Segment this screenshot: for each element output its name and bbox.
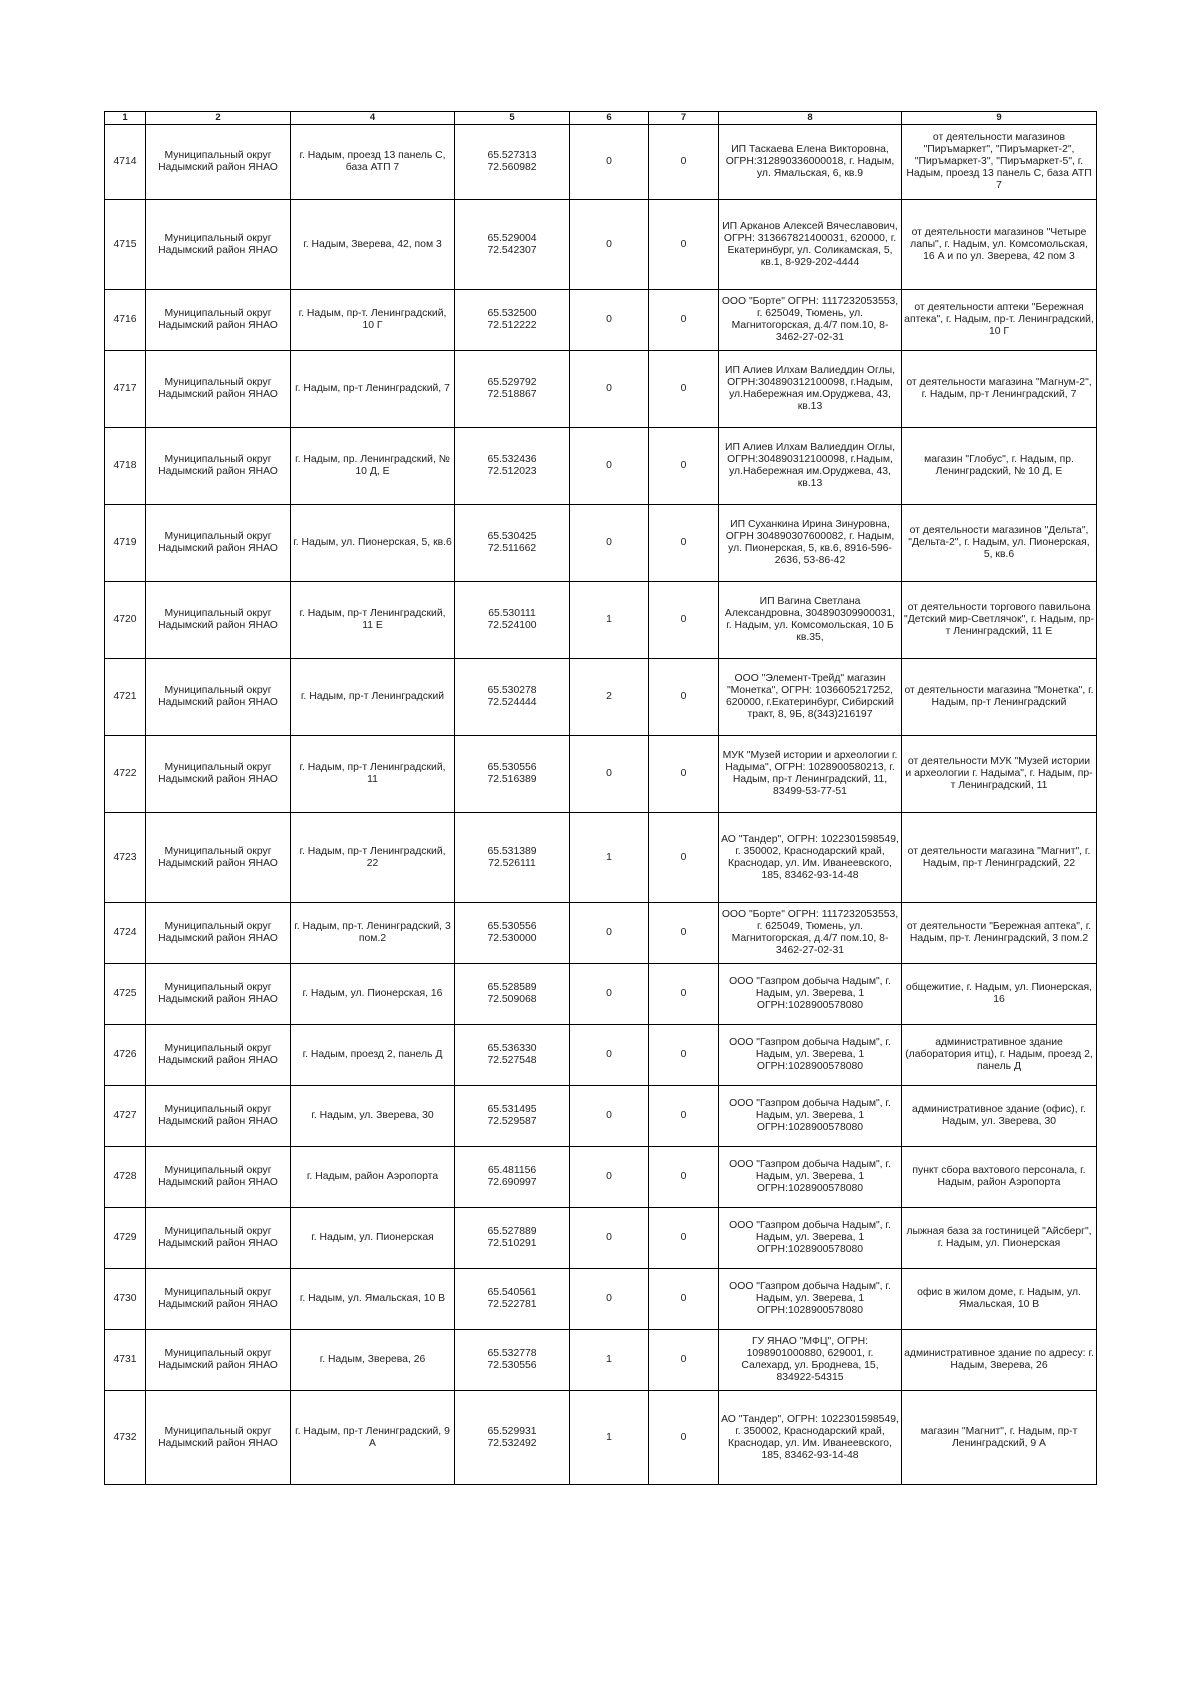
cell-region: Муниципальный округ Надымский район ЯНАО [146,428,291,505]
latitude-value: 65.530556 [487,921,537,932]
cell-col-7: 0 [649,659,719,736]
longitude-value: 72.527548 [487,1055,537,1066]
cell-id: 4729 [105,1208,146,1269]
cell-col-6: 0 [570,505,649,582]
table-row [105,1025,1097,1086]
latitude-value: 65.530111 [488,608,536,619]
cell-owner: ООО "Газпром добыча Надым", г. Надым, ул. Зверева, 1 ОГРН:1028900578080 [719,964,902,1025]
cell-col-6: 0 [570,1086,649,1147]
latitude-value: 65.529004 [487,232,537,244]
table-row [105,1391,1097,1485]
table-row [105,1208,1097,1269]
cell-id: 4715 [105,200,146,290]
table-row [105,1330,1097,1391]
cell-owner: ИП Вагина Светлана Александровна, 304890309900031, г. Надым, ул. Комсомольская, 10 Б кв.35, [719,582,902,659]
table-body [105,125,1097,1485]
cell-address: г. Надым, проезд 13 панель С, база АТП 7 [291,125,455,200]
longitude-value: 72.524100 [487,620,537,631]
column-header-5: 5 [455,112,570,125]
cell-col-6: 0 [570,964,649,1025]
longitude-value: 72.690997 [487,1177,537,1188]
longitude-value: 72.511662 [487,543,537,554]
latitude-value: 65.529792 [487,377,537,388]
table-row [105,1086,1097,1147]
longitude-value: 72.542307 [487,244,537,256]
latitude-value: 65.531389 [487,845,537,857]
longitude-value: 72.526111 [488,857,536,869]
latitude-value: 65.532436 [487,454,537,465]
cell-region: Муниципальный округ Надымский район ЯНАО [146,1391,291,1485]
cell-coordinates [455,582,570,659]
cell-source: магазин "Магнит", г. Надым, пр-т Ленинградский, 9 А [902,1391,1097,1485]
cell-col-7: 0 [649,813,719,903]
longitude-value: 72.509068 [487,994,537,1005]
latitude-value: 65.532778 [487,1348,537,1359]
cell-region: Муниципальный округ Надымский район ЯНАО [146,1269,291,1330]
latitude-value: 65.529931 [487,1425,537,1437]
cell-address: г. Надым, проезд 2, панель Д [291,1025,455,1086]
latitude-value: 65.530278 [487,685,537,696]
latitude-value: 65.527313 [487,150,537,161]
longitude-value: 72.532492 [487,1437,537,1449]
table-row [105,125,1097,200]
cell-coordinates [455,903,570,964]
table-row [105,582,1097,659]
cell-id: 4728 [105,1147,146,1208]
cell-coordinates [455,505,570,582]
cell-id: 4721 [105,659,146,736]
cell-region: Муниципальный округ Надымский район ЯНАО [146,290,291,351]
cell-address: г. Надым, пр-т Ленинградский, 11 [291,736,455,813]
cell-source: от деятельности магазина "Монетка", г. Надым, пр-т Ленинградский [902,659,1097,736]
cell-col-7: 0 [649,1208,719,1269]
cell-id: 4719 [105,505,146,582]
cell-address: г. Надым, пр-т Ленинградский, 22 [291,813,455,903]
cell-source: магазин "Глобус", г. Надым, пр. Ленинградский, № 10 Д, Е [902,428,1097,505]
cell-address: г. Надым, пр-т Ленинградский, 9 А [291,1391,455,1485]
table-row [105,1147,1097,1208]
table-row [105,813,1097,903]
cell-col-6: 1 [570,813,649,903]
cell-region: Муниципальный округ Надымский район ЯНАО [146,200,291,290]
cell-owner: ИП Арканов Алексей Вячеславович, ОГРН: 313667821400031, 620000, г. Екатеринбург, ул. Соликамская, 5, кв.1, 8-929-202-4444 [719,200,902,290]
longitude-value: 72.522781 [487,1299,537,1310]
cell-col-6: 0 [570,125,649,200]
cell-source: от деятельности аптеки "Бережная аптека", г. Надым, пр-т. Ленинградский, 10 Г [902,290,1097,351]
column-header-1: 1 [105,112,146,125]
cell-col-7: 0 [649,428,719,505]
cell-address: г. Надым, Зверева, 26 [291,1330,455,1391]
cell-id: 4723 [105,813,146,903]
longitude-value: 72.560982 [487,162,537,173]
cell-col-6: 0 [570,428,649,505]
cell-source: административное здание (офис), г. Надым, ул. Зверева, 30 [902,1086,1097,1147]
cell-address: г. Надым, Зверева, 42, пом 3 [291,200,455,290]
cell-region: Муниципальный округ Надымский район ЯНАО [146,351,291,428]
column-header-9: 9 [902,112,1097,125]
cell-coordinates [455,1147,570,1208]
cell-owner: МУК "Музей истории и археологии г. Надыма", ОГРН: 1028900580213, г. Надым, пр-т Ленинградский, 11, 83499-53-77-51 [719,736,902,813]
cell-id: 4731 [105,1330,146,1391]
cell-region: Муниципальный округ Надымский район ЯНАО [146,736,291,813]
cell-address: г. Надым, пр-т Ленинградский [291,659,455,736]
cell-address: г. Надым, ул. Пионерская [291,1208,455,1269]
cell-col-6: 0 [570,290,649,351]
cell-col-6: 0 [570,736,649,813]
cell-source: от деятельности магазина "Магнум-2", г. Надым, пр-т Ленинградский, 7 [902,351,1097,428]
longitude-value: 72.512222 [487,320,537,331]
cell-id: 4720 [105,582,146,659]
cell-coordinates [455,964,570,1025]
table-row [105,200,1097,290]
cell-coordinates [455,1208,570,1269]
cell-region: Муниципальный округ Надымский район ЯНАО [146,1208,291,1269]
latitude-value: 65.530425 [487,531,537,542]
cell-id: 4714 [105,125,146,200]
latitude-value: 65.527889 [487,1226,537,1237]
cell-col-6: 0 [570,351,649,428]
cell-source: общежитие, г. Надым, ул. Пионерская, 16 [902,964,1097,1025]
latitude-value: 65.530556 [487,762,537,773]
cell-coordinates [455,200,570,290]
cell-col-7: 0 [649,125,719,200]
cell-id: 4724 [105,903,146,964]
cell-coordinates [455,1025,570,1086]
cell-id: 4732 [105,1391,146,1485]
cell-region: Муниципальный округ Надымский район ЯНАО [146,1147,291,1208]
latitude-value: 65.481156 [487,1165,537,1176]
cell-source: от деятельности магазинов "Четыре лапы", г. Надым, ул. Комсомольская, 16 А и по ул. Зверева, 42 пом 3 [902,200,1097,290]
longitude-value: 72.516389 [487,774,537,785]
cell-col-7: 0 [649,736,719,813]
cell-address: г. Надым, пр. Ленинградский, № 10 Д, Е [291,428,455,505]
cell-region: Муниципальный округ Надымский район ЯНАО [146,1330,291,1391]
cell-coordinates [455,351,570,428]
longitude-value: 72.518867 [487,389,537,400]
cell-col-7: 0 [649,582,719,659]
cell-coordinates [455,659,570,736]
cell-owner: ИП Алиев Илхам Валиеддин Оглы, ОГРН:304890312100098, г.Надым, ул.Набережная им.Оруджева, 43, кв.13 [719,351,902,428]
cell-id: 4722 [105,736,146,813]
cell-address: г. Надым, пр-т. Ленинградский, 10 Г [291,290,455,351]
cell-col-6: 1 [570,1391,649,1485]
cell-id: 4718 [105,428,146,505]
cell-coordinates [455,1086,570,1147]
cell-source: от деятельности магазинов "Дельта", "Дельта-2", г. Надым, ул. Пионерская, 5, кв.6 [902,505,1097,582]
cell-coordinates [455,1330,570,1391]
cell-source: лыжная база за гостиницей "Айсберг", г. Надым, ул. Пионерская [902,1208,1097,1269]
cell-id: 4727 [105,1086,146,1147]
cell-col-6: 1 [570,1330,649,1391]
cell-col-6: 1 [570,582,649,659]
cell-col-7: 0 [649,290,719,351]
cell-region: Муниципальный округ Надымский район ЯНАО [146,125,291,200]
cell-owner: ООО "Газпром добыча Надым", г. Надым, ул. Зверева, 1 ОГРН:1028900578080 [719,1147,902,1208]
longitude-value: 72.530556 [487,1360,537,1371]
latitude-value: 65.531495 [487,1104,537,1115]
cell-col-7: 0 [649,1086,719,1147]
cell-source: от деятельности МУК "Музей истории и археологии г. Надыма", г. Надым, пр-т Ленинградский, 11 [902,736,1097,813]
cell-coordinates [455,736,570,813]
cell-owner: ИП Таскаева Елена Викторовна, ОГРН:312890336000018, г. Надым, ул. Ямальская, 6, кв.9 [719,125,902,200]
cell-address: г. Надым, ул. Пионерская, 16 [291,964,455,1025]
cell-source: офис в жилом доме, г. Надым, ул. Ямальская, 10 В [902,1269,1097,1330]
column-header-2: 2 [146,112,291,125]
longitude-value: 72.530000 [487,933,537,944]
cell-col-7: 0 [649,1391,719,1485]
latitude-value: 65.536330 [487,1043,537,1054]
cell-address: г. Надым, пр-т Ленинградский, 7 [291,351,455,428]
cell-region: Муниципальный округ Надымский район ЯНАО [146,1025,291,1086]
column-header-6: 6 [570,112,649,125]
table-row [105,736,1097,813]
cell-col-7: 0 [649,964,719,1025]
latitude-value: 65.528589 [487,982,537,993]
cell-col-7: 0 [649,351,719,428]
cell-id: 4716 [105,290,146,351]
cell-source: от деятельности "Бережная аптека", г. Надым, пр-т. Ленинградский, 3 пом.2 [902,903,1097,964]
cell-address: г. Надым, ул. Пионерская, 5, кв.6 [291,505,455,582]
cell-owner: ООО "Газпром добыча Надым", г. Надым, ул. Зверева, 1 ОГРН:1028900578080 [719,1025,902,1086]
longitude-value: 72.524444 [487,697,537,708]
cell-source: административное здание по адресу: г. Надым, Зверева, 26 [902,1330,1097,1391]
longitude-value: 72.529587 [487,1116,537,1127]
table-row [105,505,1097,582]
table-row [105,351,1097,428]
cell-col-6: 0 [570,1025,649,1086]
cell-id: 4717 [105,351,146,428]
longitude-value: 72.510291 [487,1238,537,1249]
cell-col-7: 0 [649,1330,719,1391]
cell-region: Муниципальный округ Надымский район ЯНАО [146,964,291,1025]
latitude-value: 65.540561 [487,1287,537,1298]
cell-source: от деятельности торгового павильона "Детский мир-Светлячок", г. Надым, пр-т Ленинградский, 11 Е [902,582,1097,659]
cell-col-7: 0 [649,1147,719,1208]
cell-col-7: 0 [649,200,719,290]
cell-id: 4725 [105,964,146,1025]
cell-coordinates [455,813,570,903]
cell-coordinates [455,1391,570,1485]
cell-source: пункт сбора вахтового персонала, г. Надым, район Аэропорта [902,1147,1097,1208]
column-header-4: 4 [291,112,455,125]
cell-owner: АО "Тандер", ОГРН: 1022301598549, г. 350002, Краснодарский край, Краснодар, ул. Им. Иванеевского, 185, 83462-93-14-48 [719,1391,902,1485]
table-row [105,659,1097,736]
cell-owner: ООО "Газпром добыча Надым", г. Надым, ул. Зверева, 1 ОГРН:1028900578080 [719,1086,902,1147]
cell-source: от деятельности магазинов "Пиръмаркет", "Пиръмаркет-2", "Пиръмаркет-3", "Пиръмаркет-5", г. Надым, проезд 13 панель С, база АТП 7 [902,125,1097,200]
cell-region: Муниципальный округ Надымский район ЯНАО [146,903,291,964]
cell-coordinates [455,428,570,505]
cell-source: от деятельности магазина "Магнит", г. Надым, пр-т Ленинградский, 22 [902,813,1097,903]
cell-id: 4726 [105,1025,146,1086]
cell-address: г. Надым, пр-т. Ленинградский, 3 пом.2 [291,903,455,964]
cell-region: Муниципальный округ Надымский район ЯНАО [146,659,291,736]
table-header-row [105,112,1097,125]
cell-col-6: 0 [570,1208,649,1269]
table-row [105,964,1097,1025]
cell-owner: ИП Суханкина Ирина Зинуровна, ОГРН 304890307600082, г. Надым, ул. Пионерская, 5, кв.6, 8916-596-2636, 53-86-42 [719,505,902,582]
cell-owner: ООО "Борте" ОГРН: 1117232053553, г. 625049, Тюмень, ул. Магнитогорская, д.4/7 пом.10, 8-3462-27-02-31 [719,903,902,964]
cell-coordinates [455,290,570,351]
cell-region: Муниципальный округ Надымский район ЯНАО [146,1086,291,1147]
column-header-7: 7 [649,112,719,125]
column-header-8: 8 [719,112,902,125]
cell-address: г. Надым, пр-т Ленинградский, 11 Е [291,582,455,659]
table-row [105,290,1097,351]
cell-address: г. Надым, ул. Зверева, 30 [291,1086,455,1147]
cell-owner: АО "Тандер", ОГРН: 1022301598549, г. 350002, Краснодарский край, Краснодар, ул. Им. Иванеевского, 185, 83462-93-14-48 [719,813,902,903]
cell-source: административное здание (лаборатория итц), г. Надым, проезд 2, панель Д [902,1025,1097,1086]
cell-owner: ГУ ЯНАО "МФЦ", ОГРН: 1098901000880, 629001, г. Салехард, ул. Броднева, 15, 834922-54315 [719,1330,902,1391]
longitude-value: 72.512023 [487,466,537,477]
table-row [105,903,1097,964]
table-row [105,1269,1097,1330]
cell-owner: ООО "Борте" ОГРН: 1117232053553, г. 625049, Тюмень, ул. Магнитогорская, д.4/7 пом.10, 8-3462-27-02-31 [719,290,902,351]
cell-col-7: 0 [649,1025,719,1086]
cell-region: Муниципальный округ Надымский район ЯНАО [146,582,291,659]
cell-owner: ООО "Газпром добыча Надым", г. Надым, ул. Зверева, 1 ОГРН:1028900578080 [719,1269,902,1330]
cell-owner: ООО "Элемент-Трейд" магазин "Монетка", ОГРН: 1036605217252, 620000, г.Екатеринбург, Сибирский тракт, 8, 9Б, 8(343)216197 [719,659,902,736]
cell-owner: ИП Алиев Илхам Валиеддин Оглы, ОГРН:304890312100098, г.Надым, ул.Набережная им.Оруджева, 43, кв.13 [719,428,902,505]
cell-col-6: 2 [570,659,649,736]
cell-id: 4730 [105,1269,146,1330]
cell-owner: ООО "Газпром добыча Надым", г. Надым, ул. Зверева, 1 ОГРН:1028900578080 [719,1208,902,1269]
cell-address: г. Надым, ул. Ямальская, 10 В [291,1269,455,1330]
cell-col-6: 0 [570,200,649,290]
cell-col-6: 0 [570,903,649,964]
cell-col-7: 0 [649,1269,719,1330]
cell-col-7: 0 [649,903,719,964]
cell-coordinates [455,1269,570,1330]
latitude-value: 65.532500 [487,308,537,319]
cell-region: Муниципальный округ Надымский район ЯНАО [146,505,291,582]
cell-coordinates [455,125,570,200]
cell-col-6: 0 [570,1269,649,1330]
cell-col-7: 0 [649,505,719,582]
cell-region: Муниципальный округ Надымский район ЯНАО [146,813,291,903]
registry-table [104,111,1097,1485]
cell-address: г. Надым, район Аэропорта [291,1147,455,1208]
table-row [105,428,1097,505]
cell-col-6: 0 [570,1147,649,1208]
